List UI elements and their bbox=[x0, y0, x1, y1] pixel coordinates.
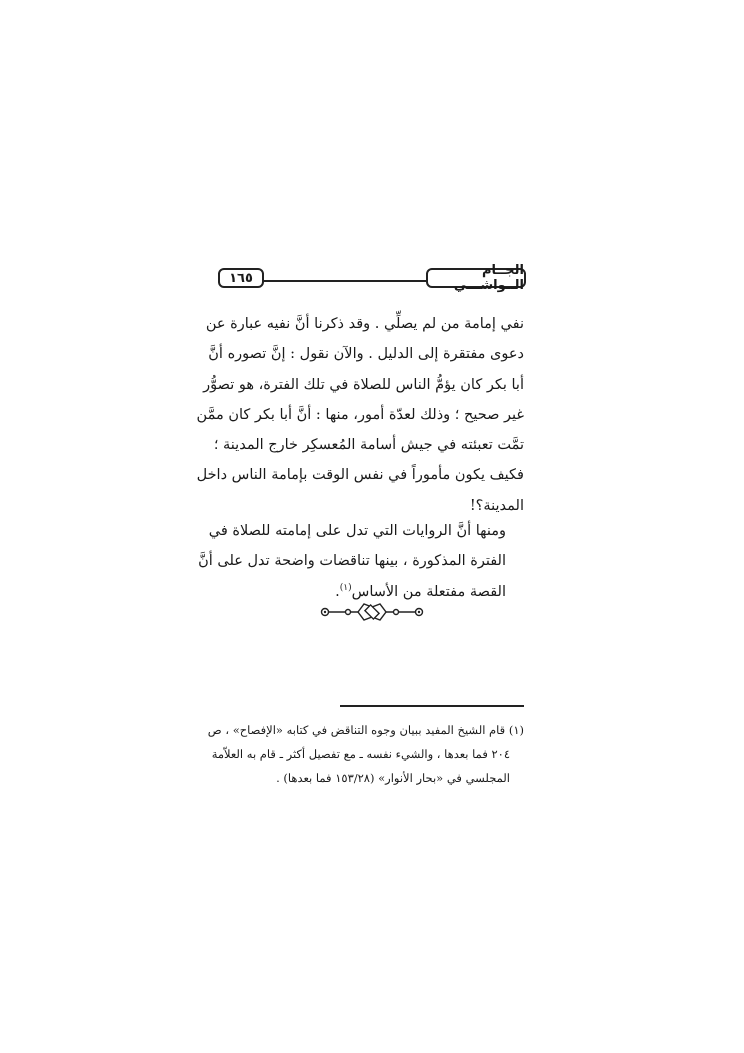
line-end-period: . bbox=[335, 583, 340, 600]
text-line: أبا بكر كان يؤمُّ الناس للصلاة في تلك الفترة، هو تصوُّر bbox=[203, 376, 524, 393]
text-line: ومنها أنَّ الروايات التي تدل على إمامته للصلاة في bbox=[208, 523, 506, 539]
text-line: فكيف يكون مأموراً في نفس الوقت بإمامة الناس داخل bbox=[196, 467, 524, 484]
footnote-reference[interactable]: (١) bbox=[339, 582, 352, 593]
footnote-line: (١) قام الشيخ المفيد ببيان وجوه التناقض في كتابه «الإفصاح» ، ص bbox=[207, 723, 524, 737]
header-rule bbox=[262, 280, 430, 282]
footnote-separator bbox=[340, 705, 524, 707]
footnote-line: ٢٠٤ فما بعدها ، والشيء نفسه ـ مع تفصيل أكثر ـ قام به العلاّمة bbox=[211, 747, 510, 761]
text-line: تمَّت تعبئته في جيش أسامة المُعسكِر خارج المدينة ؛ bbox=[213, 437, 524, 454]
page-header bbox=[218, 263, 526, 293]
paragraph-1 bbox=[196, 309, 524, 521]
text-line: الفترة المذكورة ، بينها تناقضات واضحة تدل على أنَّ bbox=[198, 553, 506, 570]
text-line-content: القصة مفتعلة من الأساس bbox=[351, 583, 506, 600]
footnote bbox=[207, 718, 524, 790]
running-title: الجــام الــواشـــي bbox=[426, 268, 526, 288]
floral-divider-icon bbox=[318, 598, 426, 626]
text-line: المدينة؟! bbox=[469, 497, 524, 514]
paragraph-2 bbox=[198, 516, 524, 607]
text-line: نفي إمامة من لم يصلِّي . وقد ذكرنا أنَّ نفيه عبارة عن bbox=[205, 316, 524, 332]
footnote-line: المجلسي في «بحار الأنوار» (١٥٣/٢٨ فما بعدها) . bbox=[276, 771, 510, 785]
page-number: ١٦٥ bbox=[218, 268, 264, 288]
text-line: غير صحيح ؛ وذلك لعدّة أمور، منها : أنَّ أبا بكر كان ممَّن bbox=[196, 406, 524, 423]
text-line: دعوى مفتقرة إلى الدليل . والآن نقول : إنَّ تصوره أنَّ bbox=[208, 346, 524, 363]
